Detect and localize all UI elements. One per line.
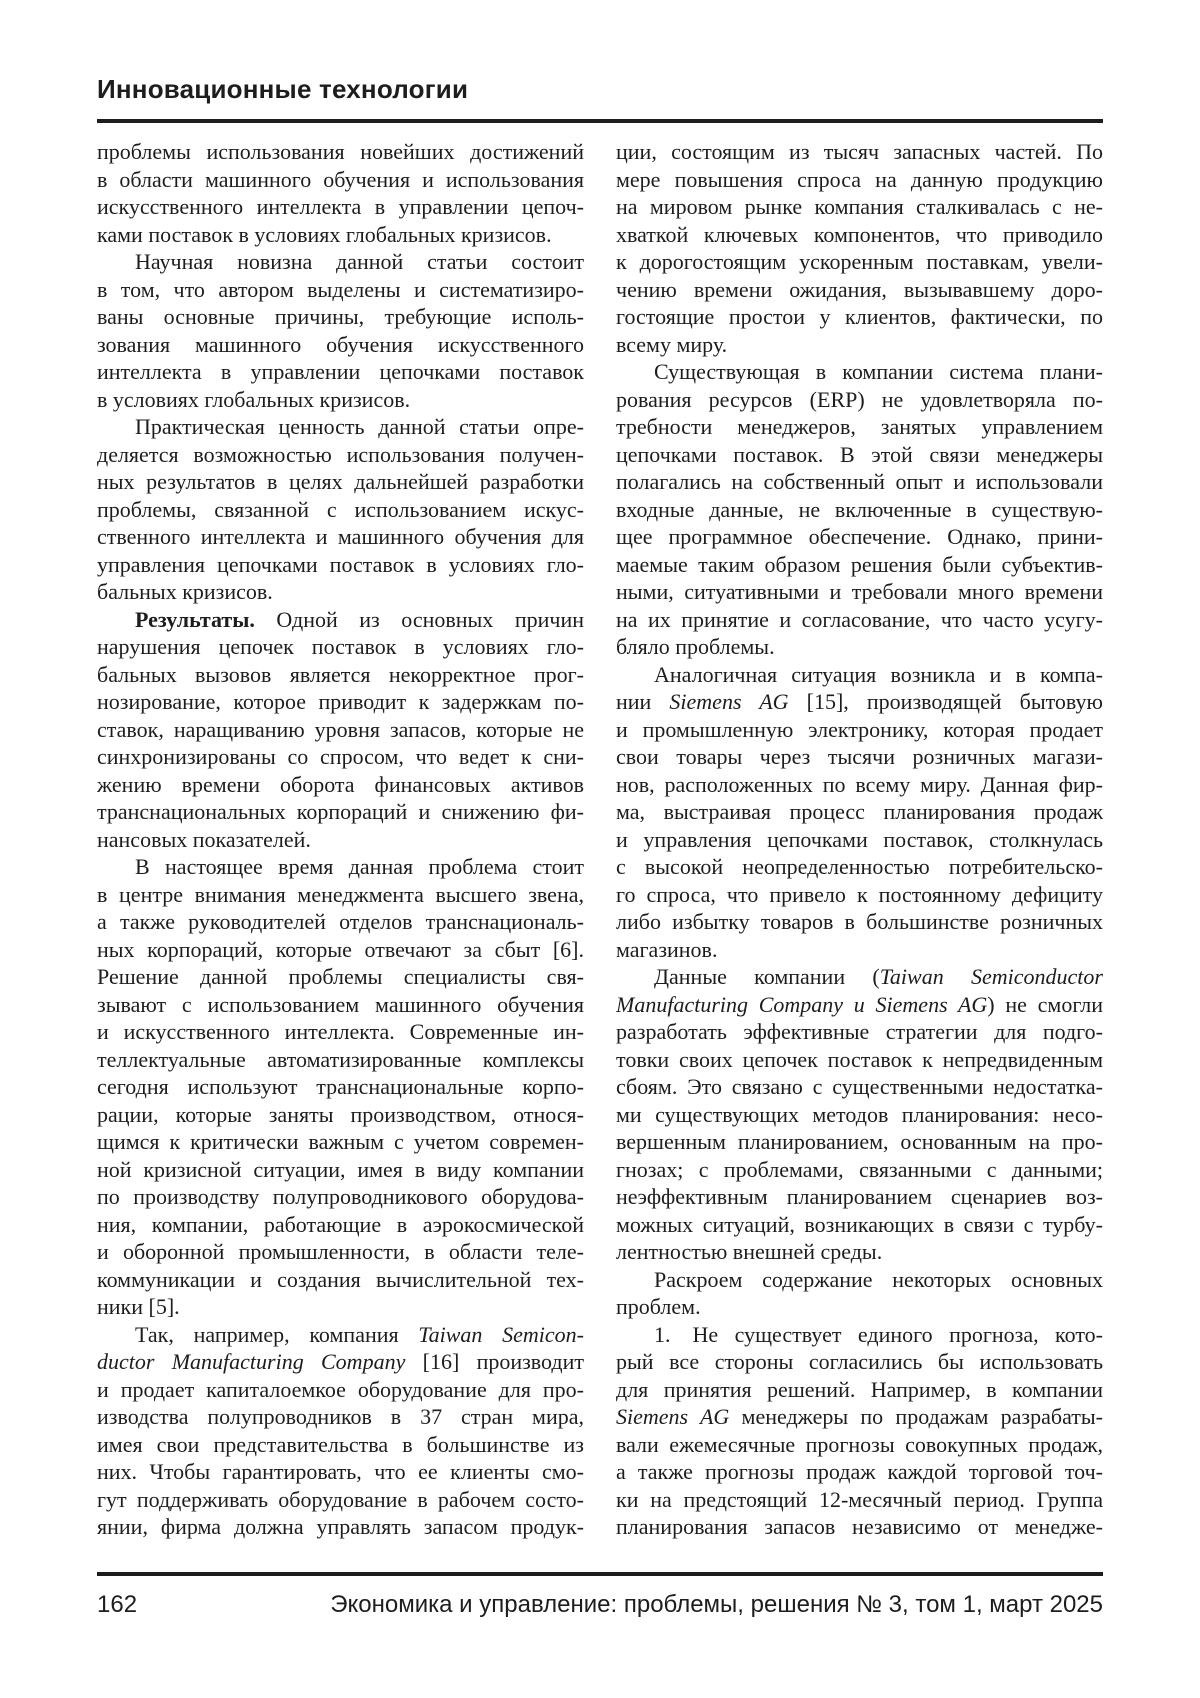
text-run: требности менеджеров, занятых управлением: [616, 414, 1103, 439]
text-run: ) не смогли: [987, 991, 1103, 1017]
paragraph: [97, 248, 584, 413]
text-line: [97, 1018, 584, 1046]
text-run: рации, которые заняты производством, относя-: [97, 1101, 584, 1127]
text-run: маемые таким образом решения были субъектив-: [616, 551, 1103, 577]
paragraph: [616, 661, 1103, 964]
text-run: янии, фирма должна управлять запасом продук-: [97, 1514, 584, 1539]
text-line: [616, 1018, 1103, 1046]
text-run: деляется возможностью использования получен-: [97, 441, 584, 467]
text-run: ния, компании, работающие в аэрокосмической: [97, 1211, 584, 1237]
text-run: нансовых показателей.: [97, 826, 311, 852]
footer-rule: [97, 1572, 1103, 1576]
text-line: [97, 248, 584, 276]
text-run: вершенным планированием, основанным на про-: [616, 1129, 1103, 1154]
text-run: а также прогнозы продаж каждой торговой точ-: [616, 1459, 1103, 1484]
text-column-right: [616, 138, 1103, 1541]
text-run: ных корпораций, которые отвечают за сбыт [6].: [97, 936, 584, 962]
text-run: в том, что автором выделены и систематизиро-: [97, 276, 584, 302]
text-line: [97, 441, 584, 469]
text-line: [616, 551, 1103, 579]
text-run: ваны основные причины, требующие исполь-: [97, 304, 584, 329]
text-run: по производству полупроводникового оборудова-: [97, 1184, 584, 1209]
text-run: Научная новизна данной статьи состоит: [135, 249, 584, 274]
text-run: нарушения цепочек поставок в условиях гло-: [97, 634, 584, 659]
text-line: [97, 1431, 584, 1459]
text-run: бляло проблемы.: [616, 634, 775, 659]
text-run: проблемы использования новейших достижений: [97, 139, 584, 164]
text-line: [616, 1458, 1103, 1486]
paragraph: [616, 963, 1103, 1266]
text-run: интеллекта в управлении цепочками поставок: [97, 359, 584, 384]
text-line: [616, 1211, 1103, 1239]
text-run: полагались на собственный опыт и использовали: [616, 469, 1103, 494]
italic-run: Siemens AG: [669, 689, 789, 714]
text-line: [97, 936, 584, 964]
text-run: разработать эффективные стратегии для подго-: [616, 1019, 1103, 1044]
text-run: цепочками поставок. В этой связи менеджеры: [616, 441, 1103, 467]
text-line: [616, 606, 1103, 634]
text-run: ми существующих методов планирования: несо-: [616, 1101, 1103, 1127]
text-run: товки своих цепочек поставок к непредвиденным: [616, 1046, 1103, 1072]
text-run: них. Чтобы гарантировать, что ее клиенты смо-: [97, 1459, 584, 1484]
text-run: щее программное обеспечение. Однако, прини-: [616, 524, 1103, 549]
text-line: [97, 221, 584, 249]
journal-footer-line: Экономика и управление: проблемы, решения № 3, том 1, март 2025: [330, 1591, 1103, 1618]
text-line: [616, 1431, 1103, 1459]
text-line: [616, 963, 1103, 991]
text-run: имея свои представительства в большинстве из: [97, 1431, 584, 1457]
text-line: [616, 1046, 1103, 1074]
text-line: [97, 881, 584, 909]
text-line: [616, 1513, 1103, 1541]
text-run: и продает капиталоемкое оборудование для про-: [97, 1376, 584, 1402]
text-run: Практическая ценность данной статьи опре-: [135, 414, 584, 439]
text-line: [97, 166, 584, 194]
text-line: [616, 138, 1103, 166]
text-line: [97, 1156, 584, 1184]
text-run: Одной из основных причин: [254, 606, 584, 632]
text-line: [97, 138, 584, 166]
paragraph: [97, 1321, 584, 1541]
text-line: [97, 1513, 584, 1541]
text-run: к дорогостоящим ускоренным поставкам, увели-: [616, 249, 1103, 274]
text-line: [616, 1266, 1103, 1294]
text-line: [97, 1458, 584, 1486]
text-line: [616, 1183, 1103, 1211]
text-run: бальных кризисов.: [97, 579, 273, 604]
text-run: неэффективным планированием сценариев воз-: [616, 1184, 1103, 1209]
text-run: а также руководителей отделов транснациональ-: [97, 909, 584, 934]
text-line: [97, 331, 584, 359]
text-line: [97, 991, 584, 1019]
text-line: [97, 1073, 584, 1101]
page-number: 162: [97, 1591, 138, 1618]
text-run: чению времени ожидания, вызывавшему доро-: [616, 276, 1103, 302]
text-run: нозирование, которое приводит к задержкам по-: [97, 689, 584, 714]
text-line: [97, 1238, 584, 1266]
text-run: ных результатов в целях дальнейшей разработки: [97, 469, 584, 494]
text-run: мере повышения спроса на данную продукцию: [616, 166, 1103, 192]
text-run: изводства полупроводников в 37 стран мира,: [97, 1404, 584, 1429]
paragraph: [616, 1321, 1103, 1541]
text-run: Решение данной проблемы специалисты свя-: [97, 964, 584, 989]
text-line: [97, 716, 584, 744]
italic-run: ductor Manufacturing Company: [97, 1349, 406, 1374]
text-run: [16] производит: [405, 1349, 584, 1374]
text-run: для принятия решений. Например, в компании: [616, 1376, 1103, 1402]
text-run: Так, например, компания: [135, 1321, 419, 1347]
text-run: гут поддерживать оборудование в рабочем состо-: [97, 1486, 584, 1512]
paragraph: [97, 606, 584, 854]
article-body: [97, 138, 1103, 1541]
text-line: [616, 771, 1103, 799]
text-run: вали ежемесячные прогнозы совокупных продаж,: [616, 1431, 1103, 1457]
text-line: [616, 1128, 1103, 1156]
text-line: [616, 1376, 1103, 1404]
text-run: и промышленную электронику, которая продает: [616, 716, 1103, 742]
text-run: гнозах; с проблемами, связанными с данными;: [616, 1156, 1103, 1182]
text-run: входные данные, не включенные в существую-: [616, 496, 1103, 522]
text-line: [97, 496, 584, 524]
text-run: хваткой ключевых компонентов, что приводило: [616, 221, 1103, 247]
text-run: зывают с использованием машинного обучения: [97, 991, 584, 1017]
text-run: транснациональных корпораций и снижению фи-: [97, 799, 584, 824]
text-line: [616, 276, 1103, 304]
text-run: зования машинного обучения искусственного: [97, 331, 584, 357]
text-run: ники [5].: [97, 1294, 180, 1319]
text-line: [616, 303, 1103, 331]
text-line: [97, 1046, 584, 1074]
text-run: менеджеры по продажам разрабаты-: [729, 1404, 1103, 1429]
text-run: нов, расположенных по всему миру. Данная фир-: [616, 771, 1103, 797]
text-run: Аналогичная ситуация возникла и в компа-: [654, 661, 1103, 687]
text-run: [15], производящей бытовую: [788, 689, 1103, 714]
text-line: [616, 331, 1103, 359]
text-line: [616, 193, 1103, 221]
text-line: [97, 1486, 584, 1514]
text-line: [616, 166, 1103, 194]
text-line: [97, 1321, 584, 1349]
paragraph: [97, 853, 584, 1321]
text-line: [616, 908, 1103, 936]
text-run: го спроса, что привело к постоянному дефициту: [616, 881, 1103, 907]
text-line: [616, 1348, 1103, 1376]
text-line: [616, 1073, 1103, 1101]
text-run: 1. Не существует единого прогноза, кото-: [654, 1321, 1103, 1347]
text-run: планирования запасов независимо от менедже-: [616, 1514, 1103, 1539]
text-line: [616, 853, 1103, 881]
text-run: бальных вызовов является некорректное прог-: [97, 661, 584, 687]
text-run: нии: [616, 689, 670, 714]
paragraph: [616, 1266, 1103, 1321]
text-line: [616, 1238, 1103, 1266]
text-run: В настоящее время данная проблема стоит: [135, 854, 584, 879]
text-run: рования ресурсов (ERP) не удовлетворяла по-: [616, 386, 1103, 412]
text-line: [616, 358, 1103, 386]
text-line: [97, 193, 584, 221]
italic-run: Taiwan Semiconductor: [879, 964, 1103, 989]
text-run: проблемы, связанной с использованием искус-: [97, 496, 584, 522]
text-run: жению времени оборота финансовых активов: [97, 771, 584, 797]
paragraph: [97, 138, 584, 248]
text-run: ставок, наращиванию уровня запасов, которые не: [97, 716, 584, 742]
text-run: и управления цепочками поставок, столкнулась: [616, 826, 1103, 852]
text-run: гостоящие простои у клиентов, фактически, по: [616, 304, 1103, 329]
text-run: сегодня используют транснациональные корпо-: [97, 1074, 584, 1099]
text-run: щимся к критически важным с учетом современ-: [97, 1129, 584, 1154]
text-line: [97, 1183, 584, 1211]
text-run: Данные компании (: [654, 964, 880, 989]
text-line: [97, 1293, 584, 1321]
text-line: [97, 1348, 584, 1376]
text-run: синхронизированы со спросом, что ведет к сни-: [97, 744, 584, 769]
text-line: [97, 1101, 584, 1129]
text-line: [616, 468, 1103, 496]
text-line: [97, 606, 584, 634]
text-line: [97, 1376, 584, 1404]
paragraph: [616, 358, 1103, 661]
text-run: рый все стороны согласились бы использовать: [616, 1349, 1103, 1374]
text-line: [97, 743, 584, 771]
text-line: [616, 716, 1103, 744]
text-line: [616, 1293, 1103, 1321]
text-line: [97, 661, 584, 689]
text-line: [616, 413, 1103, 441]
text-line: [616, 1101, 1103, 1129]
text-run: в области машинного обучения и использования: [97, 166, 584, 192]
text-line: [97, 1266, 584, 1294]
text-line: [97, 798, 584, 826]
text-line: [616, 1486, 1103, 1514]
text-run: ными, ситуативными и требовали много времени: [616, 579, 1103, 604]
text-line: [97, 963, 584, 991]
text-line: [616, 826, 1103, 854]
text-line: [616, 881, 1103, 909]
text-run: лентностью внешней среды.: [616, 1239, 883, 1264]
text-line: [97, 1128, 584, 1156]
text-line: [97, 826, 584, 854]
paragraph: [97, 413, 584, 606]
text-run: искусственного интеллекта в управлении цепоч-: [97, 194, 584, 219]
text-run: всему миру.: [616, 331, 728, 357]
text-line: [97, 358, 584, 386]
text-run: Существующая в компании система плани-: [654, 359, 1103, 384]
italic-run: Siemens AG: [616, 1404, 730, 1429]
text-line: [97, 633, 584, 661]
text-line: [97, 386, 584, 414]
paragraph: [616, 138, 1103, 358]
text-line: [616, 386, 1103, 414]
text-line: [616, 991, 1103, 1019]
text-run: ной кризисной ситуации, имея в виду компании: [97, 1156, 584, 1182]
text-line: [616, 441, 1103, 469]
text-line: [616, 798, 1103, 826]
text-run: либо избытку товаров в большинстве розничных: [616, 909, 1103, 934]
text-run: ками поставок в условиях глобальных кризисов.: [97, 221, 552, 247]
text-line: [97, 853, 584, 881]
text-column-left: [97, 138, 584, 1541]
text-line: [97, 523, 584, 551]
text-run: управления цепочками поставок в условиях гло-: [97, 551, 584, 577]
text-run: на их принятие и согласование, что часто усугу-: [616, 606, 1103, 632]
text-line: [616, 1403, 1103, 1431]
text-run: теллектуальные автоматизированные комплексы: [97, 1046, 584, 1072]
text-line: [97, 771, 584, 799]
text-run: ции, состоящим из тысяч запасных частей. По: [616, 139, 1103, 164]
text-line: [616, 221, 1103, 249]
text-line: [616, 661, 1103, 689]
text-line: [616, 578, 1103, 606]
text-run: ма, выстраивая процесс планирования продаж: [616, 799, 1103, 824]
bold-run: Результаты.: [135, 606, 255, 632]
text-line: [97, 303, 584, 331]
text-line: [616, 248, 1103, 276]
text-line: [97, 551, 584, 579]
text-run: ственного интеллекта и машинного обучения для: [97, 524, 584, 549]
text-line: [616, 688, 1103, 716]
text-run: в центре внимания менеджмента высшего звена,: [97, 881, 584, 907]
text-line: [97, 1211, 584, 1239]
text-run: сбоям. Это связано с существенными недостатка-: [616, 1074, 1103, 1099]
text-line: [97, 688, 584, 716]
text-line: [97, 413, 584, 441]
text-run: проблем.: [616, 1294, 701, 1319]
text-run: Раскроем содержание некоторых основных: [654, 1266, 1103, 1292]
text-line: [97, 276, 584, 304]
text-line: [616, 523, 1103, 551]
text-run: можных ситуаций, возникающих в связи с турбу-: [616, 1211, 1103, 1237]
text-run: ки на предстоящий 12-месячный период. Группа: [616, 1486, 1103, 1512]
italic-run: Taiwan Semicon-: [418, 1321, 584, 1347]
text-run: на мировом рынке компания сталкивалась с не-: [616, 194, 1103, 219]
text-line: [616, 1156, 1103, 1184]
text-line: [616, 743, 1103, 771]
text-run: и искусственного интеллекта. Современные ин-: [97, 1019, 584, 1044]
text-line: [97, 578, 584, 606]
text-run: в условиях глобальных кризисов.: [97, 386, 411, 412]
text-line: [97, 468, 584, 496]
text-line: [97, 908, 584, 936]
text-line: [616, 496, 1103, 524]
text-line: [616, 936, 1103, 964]
italic-run: Manufacturing Company и Siemens AG: [616, 991, 988, 1017]
text-run: коммуникации и создания вычислительной тех-: [97, 1266, 584, 1292]
text-run: магазинов.: [616, 936, 718, 962]
text-line: [616, 1321, 1103, 1349]
text-line: [97, 1403, 584, 1431]
text-run: с высокой неопределенностью потребительско-: [616, 854, 1103, 879]
text-run: и оборонной промышленности, в области теле-: [97, 1239, 584, 1264]
header-rule: [97, 119, 1103, 123]
section-title: Инновационные технологии: [97, 74, 469, 104]
text-run: свои товары через тысячи розничных магази-: [616, 744, 1103, 769]
text-line: [616, 633, 1103, 661]
